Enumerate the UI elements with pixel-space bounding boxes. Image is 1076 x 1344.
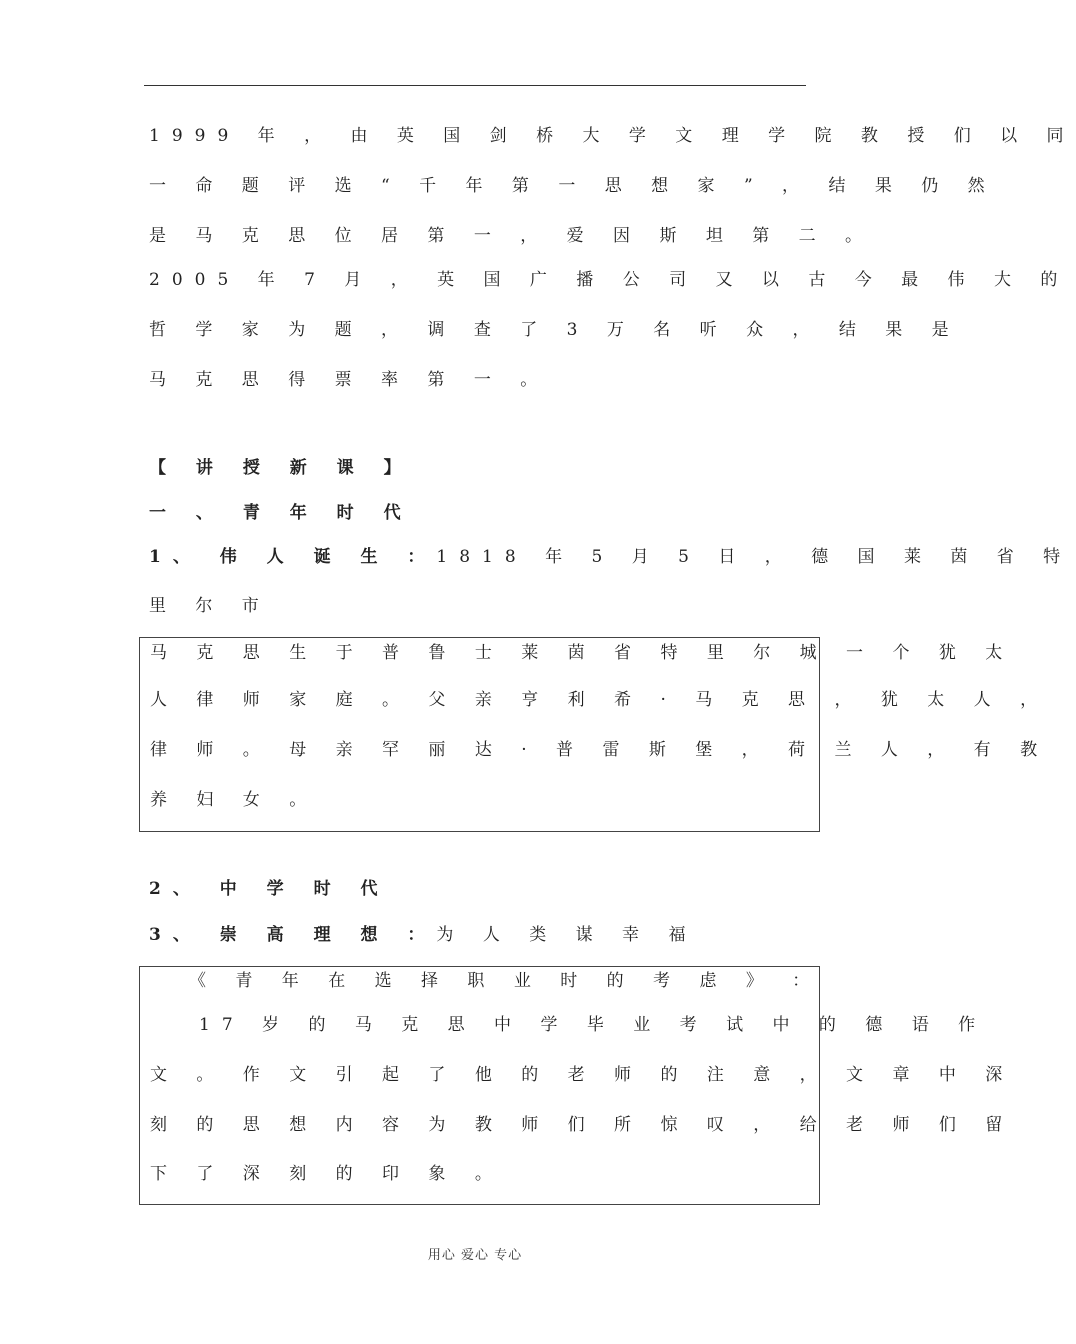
intro-line-6: 马 克 思 得 票 率 第 一 。 <box>149 370 550 390</box>
intro-line-3: 是 马 克 思 位 居 第 一 ， 爱 因 斯 坦 第 二 。 <box>149 226 875 246</box>
box-2-title: 《 青 年 在 选 择 职 业 时 的 考 虑 》 ： <box>189 971 822 991</box>
box-1-line-1: 马 克 思 生 于 普 鲁 士 莱 茵 省 特 里 尔 城 一 个 犹 太 <box>150 643 1015 663</box>
box-2-line-3: 刻 的 思 想 内 容 为 教 师 们 所 惊 叹 ， 给 老 师 们 留 <box>150 1115 1015 1135</box>
box-1-line-4: 养 妇 女 。 <box>150 790 319 810</box>
intro-line-1: 1999 年 ， 由 英 国 剑 桥 大 学 文 理 学 院 教 授 们 以 同 <box>149 126 1076 146</box>
box-1-line-3: 律 师 。 母 亲 罕 丽 达 · 普 雷 斯 堡 ， 荷 兰 人 ， 有 教 <box>150 740 1050 760</box>
header-rule <box>144 85 806 86</box>
essay-info-box <box>139 966 1015 1205</box>
item-1-continued: 里 尔 市 <box>149 596 271 616</box>
box-2-line-2: 文 。 作 文 引 起 了 他 的 老 师 的 注 意 ， 文 章 中 深 <box>150 1065 1015 1085</box>
intro-line-5: 哲 学 家 为 题 ， 调 查 了 3 万 名 听 众 ， 结 果 是 <box>149 320 961 340</box>
box-1-line-2: 人 律 师 家 庭 。 父 亲 亨 利 希 · 马 克 思 ， 犹 太 人 ， <box>150 690 1050 710</box>
box-2-line-4: 下 了 深 刻 的 印 象 。 <box>150 1164 504 1184</box>
item-1-text: 1818 年 5 月 5 日 ， 德 国 莱 茵 省 特 <box>436 547 1073 567</box>
section-title: 【 讲 授 新 课 】 <box>149 458 413 478</box>
intro-line-2: 一 命 题 评 选 “ 千 年 第 一 思 想 家 ” ， 结 果 仍 然 <box>149 176 997 196</box>
intro-line-4: 2005 年 7 月 ， 英 国 广 播 公 司 又 以 古 今 最 伟 大 的 <box>149 270 1070 290</box>
item-3-row <box>149 923 697 947</box>
page-footer: 用心 爱心 专心 <box>427 1248 523 1263</box>
item-3-label: 3、 崇 高 理 想 ： <box>149 925 437 945</box>
item-1-row <box>149 545 1072 569</box>
box-2-line-1: 17 岁 的 马 克 思 中 学 毕 业 考 试 中 的 德 语 作 <box>199 1015 988 1035</box>
part-one-heading: 一 、 青 年 时 代 <box>149 503 413 523</box>
item-2-heading: 2、 中 学 时 代 <box>149 879 390 899</box>
item-1-label: 1、 伟 人 诞 生 ： <box>149 547 437 567</box>
birth-info-box <box>139 637 1050 832</box>
item-3-text: 为 人 类 谋 幸 福 <box>436 925 698 945</box>
